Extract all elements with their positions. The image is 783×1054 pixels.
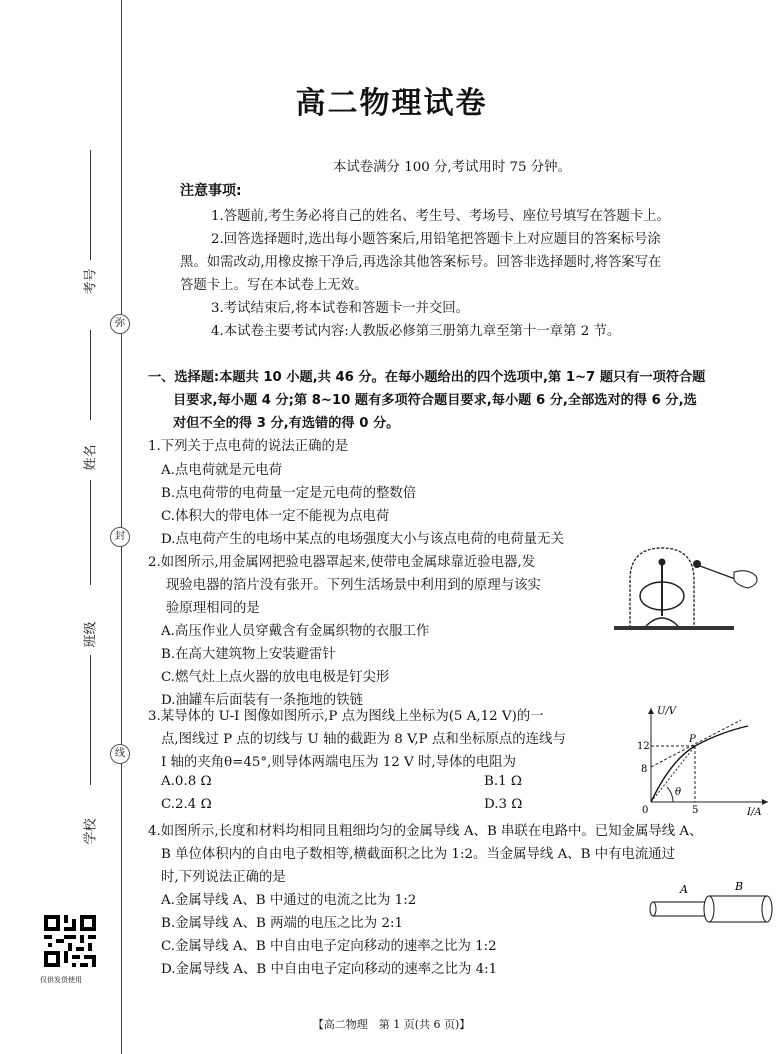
question-4-stem: 4.如图所示,长度和材料均相同且粗细均匀的金属导线 A、B 串联在电路中。已知金属导线 A、 xyxy=(148,824,703,839)
notice-line: 黑。如需改动,用橡皮擦干净后,再选涂其他答案标号。回答非选择题时,将答案写在 xyxy=(180,255,662,270)
section-instruction: 一、选择题:本题共 10 小题,共 46 分。在每小题给出的四个选项中,第 1~7 题只有一项符合题 xyxy=(148,370,706,385)
q4-option-c: C.金属导线 A、B 中自由电子定向移动的速率之比为 1:2 xyxy=(161,939,497,954)
question-2-stem: 2.如图所示,用金属网把验电器罩起来,使带电金属球靠近验电器,发 xyxy=(148,555,536,570)
qr-caption: 仅供发货使用 xyxy=(40,976,82,984)
x-axis-label: I/A xyxy=(747,807,762,818)
origin-label: 0 xyxy=(642,805,649,816)
qr-code-icon xyxy=(44,915,96,967)
exam-intro: 本试卷满分 100 分,考试用时 75 分钟。 xyxy=(333,160,571,175)
q1-option-d: D.点电荷产生的电场中某点的电场强度大小与该点电荷的电荷量无关 xyxy=(161,532,564,547)
name-label: 姓名 xyxy=(83,444,99,471)
q2-option-c: C.燃气灶上点火器的放电电极是钉尖形 xyxy=(161,670,390,685)
y-tick-8: 8 xyxy=(641,764,648,775)
notice-line: 4.本试卷主要考试内容:人教版必修第三册第九章至第十一章第 2 节。 xyxy=(211,324,621,339)
notice-heading: 注意事项: xyxy=(180,183,242,199)
question-4-stem: B 单位体积内的自由电子数相等,横截面积之比为 1:2。当金属导线 A、B 中有电流通过 xyxy=(161,847,676,862)
point-p-label: P xyxy=(689,734,696,745)
q4-option-d: D.金属导线 A、B 中自由电子定向移动的速率之比为 4:1 xyxy=(161,962,498,977)
x-tick-5: 5 xyxy=(692,805,699,816)
q1-option-b: B.点电荷带的电荷量一定是元电荷的整数倍 xyxy=(161,486,417,501)
notice-line: 3.考试结束后,将本试卷和答题卡一并交回。 xyxy=(211,301,470,316)
exam-no-rule xyxy=(90,150,91,260)
question-2-stem: 现验电器的箔片没有张开。下列生活场景中利用到的原理与该实 xyxy=(166,578,541,593)
q3-option-a: A.0.8 Ω xyxy=(161,774,212,789)
q3-option-b: B.1 Ω xyxy=(484,774,522,789)
page-title: 高二物理试卷 xyxy=(295,86,488,121)
wire-a-label: A xyxy=(680,883,688,896)
q2-option-a: A.高压作业人员穿戴含有金属织物的衣服工作 xyxy=(161,624,430,639)
class-rule xyxy=(90,480,91,585)
exam-no-label: 考号 xyxy=(83,268,99,295)
y-axis-label: U/V xyxy=(657,706,677,717)
class-label: 班级 xyxy=(83,621,99,648)
q2-option-d: D.油罐车后面装有一条拖地的铁链 xyxy=(161,693,363,708)
q3-option-c: C.2.4 Ω xyxy=(161,797,212,812)
q2-option-b: B.在高大建筑物上安装避雷针 xyxy=(161,647,336,662)
question-1-stem: 1.下列关于点电荷的说法正确的是 xyxy=(148,439,349,454)
q4-option-b: B.金属导线 A、B 两端的电压之比为 2:1 xyxy=(161,916,404,931)
question-3-stem: 3.某导体的 U-I 图像如图所示,P 点为图线上坐标为(5 A,12 V)的一 xyxy=(148,709,544,724)
notice-line: 答题卡上。写在本试卷上无效。 xyxy=(180,278,368,293)
q1-option-c: C.体积大的带电体一定不能视为点电荷 xyxy=(161,509,390,524)
school-rule xyxy=(90,655,91,785)
page-footer: 【高二物理 第 1 页(共 6 页)】 xyxy=(312,1018,471,1031)
wire-b-label: B xyxy=(735,880,744,893)
wires-figure xyxy=(645,880,775,930)
seal-mark-3: 线 xyxy=(110,744,130,764)
notice-line: 1.答题前,考生务必将自己的姓名、考生号、考场号、座位号填写在答题卡上。 xyxy=(211,209,670,224)
seal-mark-2: 封 xyxy=(110,527,130,547)
name-rule xyxy=(90,330,91,420)
section-instruction: 目要求,每小题 4 分;第 8~10 题有多项符合题目要求,每小题 6 分,全部选对的得 6 分,选 xyxy=(173,393,697,408)
q3-option-d: D.3 Ω xyxy=(484,797,523,812)
seal-mark-1: 弥 xyxy=(110,314,130,334)
notice-line: 2.回答选择题时,选出每小题答案后,用铅笔把答题卡上对应题目的答案标号涂 xyxy=(211,232,661,247)
electroscope-figure xyxy=(610,540,770,635)
school-label: 学校 xyxy=(83,818,99,845)
question-3-stem: 点,图线过 P 点的切线与 U 轴的截距为 8 V,P 点和坐标原点的连线与 xyxy=(161,732,566,747)
section-instruction: 对但不全的得 3 分,有选错的得 0 分。 xyxy=(173,416,400,431)
q1-option-a: A.点电荷就是元电荷 xyxy=(161,463,283,478)
theta-label: θ xyxy=(675,787,682,798)
question-3-stem: I 轴的夹角θ=45°,则导体两端电压为 12 V 时,导体的电阻为 xyxy=(161,755,516,770)
question-2-stem: 验原理相同的是 xyxy=(166,601,260,616)
u-i-graph xyxy=(633,702,773,820)
y-tick-12: 12 xyxy=(637,741,650,752)
q4-option-a: A.金属导线 A、B 中通过的电流之比为 1:2 xyxy=(161,893,417,908)
question-4-stem: 时,下列说法正确的是 xyxy=(161,870,286,885)
